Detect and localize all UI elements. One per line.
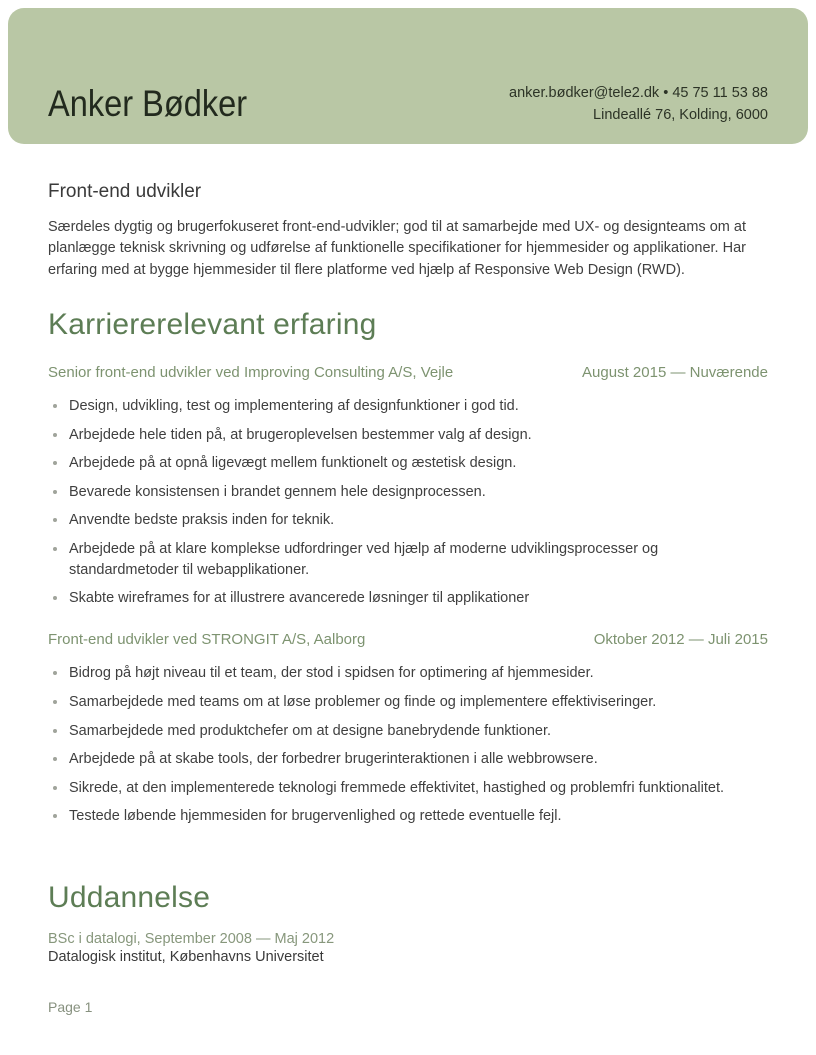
bullet-dot — [53, 404, 57, 408]
header-banner — [8, 8, 808, 144]
job-list — [48, 364, 768, 827]
bullet-text: Bevarede konsistensen i brandet gennem hele designprocessen. — [69, 483, 486, 500]
bullet-text: Skabte wireframes for at illustrere avancerede løsninger til applikationer — [69, 590, 530, 607]
experience-heading: Karriererelevant erfaring — [48, 308, 377, 342]
bullet-item — [53, 510, 768, 531]
bullet-item — [53, 453, 768, 474]
bullet-dot — [53, 433, 57, 437]
page-number: Page 1 — [48, 999, 93, 1015]
summary-text: Særdeles dygtig og brugerfokuseret front-end-udvikler; god til at samarbejde med UX- og designteams om at planlægge teknisk skrivning og udførelse af funktionelle specifikationer for hjemmesider og applikationer. Har erfaring med at bygge hjemmesider til flere platforme ved hjælp af Responsive Web Design (RWD). — [48, 219, 746, 278]
bullet-text: Arbejdede på at skabe tools, der forbedrer brugerinteraktionen i alle webbrowsere. — [69, 751, 598, 768]
bullet-item — [53, 425, 768, 446]
contact-email-phone: anker.bødker@tele2.dk • 45 75 11 53 88 — [509, 84, 768, 101]
education-heading: Uddannelse — [48, 881, 211, 915]
job-head — [48, 631, 768, 648]
job-title: Front-end udvikler ved STRONGIT A/S, Aalborg — [48, 631, 366, 649]
bullet-item — [53, 778, 768, 799]
bullet-item — [53, 482, 768, 503]
job-head — [48, 364, 768, 381]
bullet-dot — [53, 700, 57, 704]
education-degree: BSc i datalogi, September 2008 — Maj 2012 — [48, 931, 335, 948]
bullet-item — [53, 692, 768, 713]
job-bullets — [48, 663, 768, 827]
bullet-text: Bidrog på højt niveau til et team, der stod i spidsen for optimering af hjemmesider. — [69, 665, 594, 682]
resume-body — [0, 144, 816, 966]
bullet-text: Samarbejdede med teams om at løse problemer og finde og implementere effektiviseringer. — [69, 694, 657, 710]
person-name: Anker Bødker — [48, 83, 248, 124]
bullet-dot — [53, 547, 57, 551]
summary-title: Front-end udvikler — [48, 181, 202, 202]
contact-info — [509, 82, 768, 127]
bullet-dot — [53, 757, 57, 761]
bullet-dot — [53, 490, 57, 494]
job-dates: Oktober 2012 — Juli 2015 — [593, 631, 768, 649]
job-bullets — [48, 396, 768, 609]
bullet-text: Design, udvikling, test og implementering af designfunktioner i god tid. — [69, 398, 519, 415]
bullet-dot — [53, 671, 57, 675]
bullet-item — [53, 806, 768, 827]
job-title: Senior front-end udvikler ved Improving Consulting A/S, Vejle — [48, 364, 454, 382]
bullet-text: Anvendte bedste praksis inden for teknik. — [69, 512, 335, 529]
bullet-text: Samarbejdede med produktchefer om at designe banebrydende funktioner. — [69, 722, 552, 739]
bullet-dot — [53, 814, 57, 818]
bullet-item — [53, 396, 768, 417]
bullet-dot — [53, 596, 57, 600]
bullet-dot — [53, 518, 57, 522]
job-dates: August 2015 — Nuværende — [582, 364, 768, 382]
bullet-item — [53, 663, 768, 684]
bullet-text: Arbejdede på at klare komplekse udfordringer ved hjælp af moderne udviklingsprocesser og standardmetoder til webapplikationer. — [69, 540, 659, 578]
bullet-text: Arbejdede hele tiden på, at brugeroplevelsen bestemmer valg af design. — [69, 426, 532, 443]
bullet-dot — [53, 729, 57, 733]
job-entry — [48, 631, 768, 827]
education-institution: Datalogisk institut, Københavns Universitet — [48, 949, 324, 966]
bullet-dot — [53, 461, 57, 465]
bullet-text: Testede løbende hjemmesiden for brugervenlighed og rettede eventuelle fejl. — [69, 808, 562, 825]
bullet-text: Sikrede, at den implementerede teknologi fremmede effektivitet, hastighed og problemfri funktionalitet. — [69, 779, 725, 796]
contact-address: Lindeallé 76, Kolding, 6000 — [593, 107, 768, 123]
bullet-item — [53, 539, 768, 581]
bullet-text: Arbejdede på at opnå ligevægt mellem funktionelt og æstetisk design. — [69, 455, 517, 472]
bullet-item — [53, 721, 768, 742]
bullet-dot — [53, 786, 57, 790]
bullet-item — [53, 588, 768, 609]
job-entry — [48, 364, 768, 609]
bullet-item — [53, 749, 768, 770]
